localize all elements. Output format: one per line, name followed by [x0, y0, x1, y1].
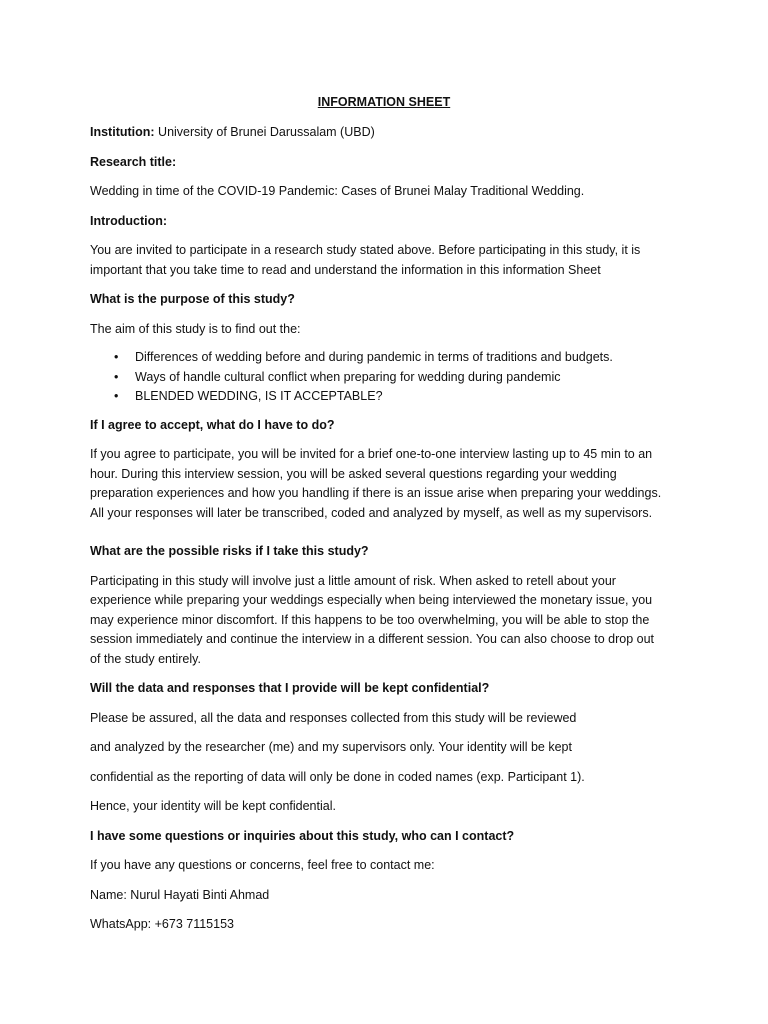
risks-heading: What are the possible risks if I take this study? — [90, 544, 369, 558]
list-item-text: BLENDED WEDDING, IS IT ACCEPTABLE? — [135, 389, 383, 403]
confidential-paragraph-3: confidential as the reporting of data will only be done in coded names (exp. Participant 1). — [90, 769, 585, 784]
confidential-heading: Will the data and responses that I provide will be kept confidential? — [90, 681, 490, 695]
introduction-heading: Introduction: — [90, 213, 168, 228]
document-body — [90, 123, 690, 945]
introduction-paragraph — [90, 241, 690, 280]
contact-name: Name: Nurul Hayati Binti Ahmad — [90, 887, 270, 902]
text-line: All your responses will later be transcribed, coded and analyzed by myself, as well as my supervisors. — [90, 505, 653, 520]
spacer — [90, 533, 690, 542]
contact-heading: I have some questions or inquiries about this study, who can I contact? — [90, 828, 515, 843]
text-line: of the study entirely. — [90, 651, 201, 666]
confidential-paragraph-4: Hence, your identity will be kept confidential. — [90, 799, 336, 813]
purpose-heading: What is the purpose of this study? — [90, 292, 295, 306]
list-item-text: Differences of wedding before and during pandemic in terms of traditions and budgets. — [135, 350, 613, 364]
contact-whatsapp: WhatsApp: +673 7115153 — [90, 917, 234, 931]
list-item — [90, 368, 690, 388]
text-line: session immediately and continue the interview in a different session. You can also choose to drop out — [90, 632, 655, 646]
bullet-icon: • — [114, 369, 119, 384]
text-line: hour. During this interview session, you will be asked several questions regarding your wedding — [90, 466, 617, 481]
research-title-heading: Research title: — [90, 154, 177, 169]
document-title: INFORMATION SHEET — [317, 95, 451, 109]
text-line: If you agree to participate, you will be invited for a brief one-to-one interview lasting up to 45 min to an — [90, 447, 653, 461]
text-line: preparation experiences and how you handling if there is an issue arise when preparing your weddings. — [90, 486, 662, 500]
institution-value: University of Brunei Darussalam (UBD) — [154, 125, 375, 139]
text-line: experience while preparing your weddings especially when being interviewed the monetary issue, you — [90, 593, 653, 607]
text-line: Participating in this study will involve just a little amount of risk. When asked to retell about your — [90, 573, 616, 588]
agree-paragraph — [90, 445, 690, 523]
agree-heading: If I agree to accept, what do I have to do? — [90, 417, 335, 432]
text-line: may experience minor discomfort. If this happens to be too overwhelming, you will be able to stop the — [90, 612, 650, 627]
list-item — [90, 348, 690, 368]
purpose-bullet-list — [90, 348, 690, 407]
bullet-icon: • — [114, 350, 119, 364]
institution-label: Institution: — [90, 125, 155, 139]
text-line: You are invited to participate in a research study stated above. Before participating in this study, it is — [90, 243, 641, 257]
contact-intro: If you have any questions or concerns, feel free to contact me: — [90, 858, 435, 872]
confidential-paragraph-2: and analyzed by the researcher (me) and my supervisors only. Your identity will be kept — [90, 740, 572, 754]
text-line: important that you take time to read and understand the information in this information Sheet — [90, 262, 601, 277]
institution-line — [90, 123, 690, 143]
bullet-icon: • — [114, 389, 119, 403]
list-item — [90, 387, 690, 407]
confidential-paragraph-1: Please be assured, all the data and responses collected from this study will be reviewed — [90, 710, 577, 725]
research-title-value: Wedding in time of the COVID-19 Pandemic: Cases of Brunei Malay Traditional Wedding. — [90, 184, 585, 198]
purpose-intro: The aim of this study is to find out the: — [90, 321, 301, 336]
list-item-text: Ways of handle cultural conflict when preparing for wedding during pandemic — [135, 369, 561, 384]
risks-paragraph — [90, 572, 690, 670]
